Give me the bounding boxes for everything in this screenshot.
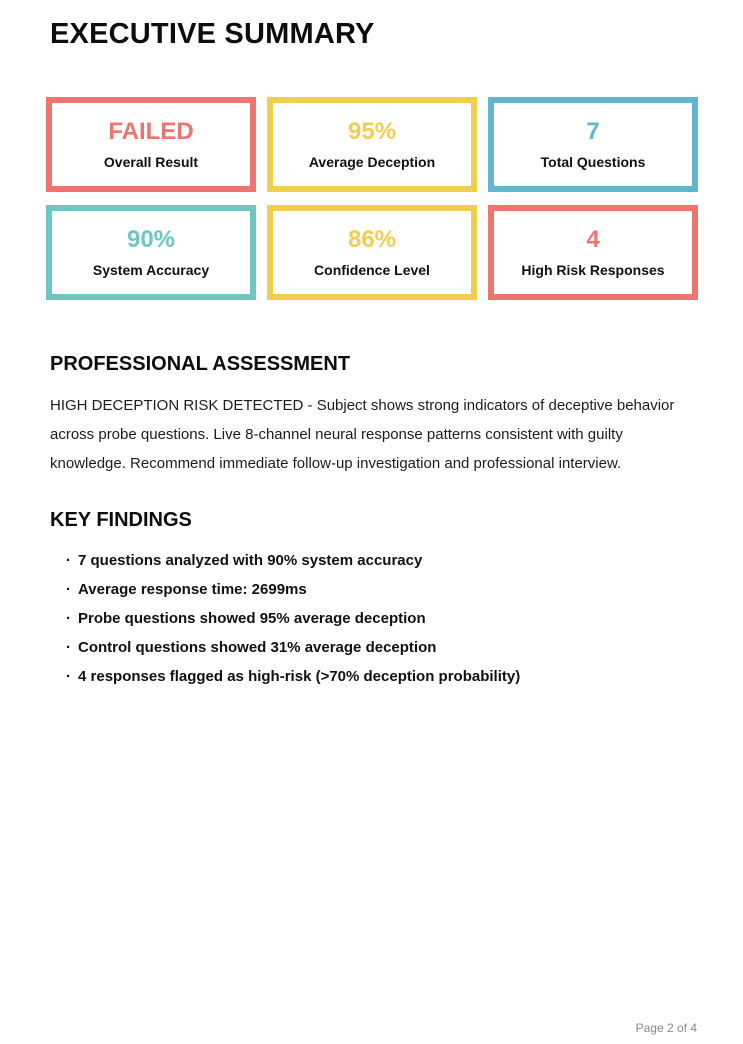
metric-card <box>267 97 477 192</box>
metric-label: System Accuracy <box>92 262 210 278</box>
finding-text: Probe questions showed 95% average deception <box>78 610 426 627</box>
bullet-icon: · <box>66 581 71 598</box>
findings-heading: KEY FINDINGS <box>50 509 192 531</box>
finding-item <box>66 611 693 627</box>
assessment-body: HIGH DECEPTION RISK DETECTED - Subject shows strong indicators of deceptive behavior across probe questions. Live 8-channel neural response patterns consistent with guilty knowledge. Recommend immediate follow-up investigation and professional interview. <box>50 397 675 472</box>
finding-text: Control questions showed 31% average deception <box>78 639 437 656</box>
bullet-icon: · <box>66 610 71 627</box>
metric-value: 4 <box>586 226 600 253</box>
metrics-grid <box>46 97 698 300</box>
metric-value: FAILED <box>108 118 194 145</box>
metric-label: Confidence Level <box>314 262 430 278</box>
finding-text: Average response time: 2699ms <box>78 581 307 598</box>
metric-card <box>488 97 698 192</box>
metric-card <box>488 205 698 300</box>
metric-card <box>46 205 256 300</box>
metric-value: 86% <box>347 226 397 253</box>
finding-item <box>66 582 693 598</box>
metric-value: 90% <box>126 226 176 253</box>
finding-text: 4 responses flagged as high-risk (>70% deception probability) <box>78 668 521 685</box>
metric-label: High Risk Responses <box>521 262 665 278</box>
metric-label: Total Questions <box>540 154 646 170</box>
metric-label: Overall Result <box>103 154 199 170</box>
metric-value: 7 <box>586 118 600 145</box>
finding-item <box>66 640 693 656</box>
finding-item <box>66 553 693 569</box>
metric-card <box>267 205 477 300</box>
bullet-icon: · <box>66 639 71 656</box>
assessment-heading: PROFESSIONAL ASSESSMENT <box>50 353 351 375</box>
findings-list <box>66 553 693 685</box>
finding-text: 7 questions analyzed with 90% system accuracy <box>78 552 423 569</box>
bullet-icon: · <box>66 552 71 569</box>
page-number: Page 2 of 4 <box>635 1021 697 1035</box>
report-page <box>0 18 743 1044</box>
finding-item <box>66 669 693 685</box>
page-title: EXECUTIVE SUMMARY <box>50 18 375 50</box>
metric-card <box>46 97 256 192</box>
metric-label: Average Deception <box>308 154 436 170</box>
metric-value: 95% <box>347 118 397 145</box>
bullet-icon: · <box>66 668 71 685</box>
